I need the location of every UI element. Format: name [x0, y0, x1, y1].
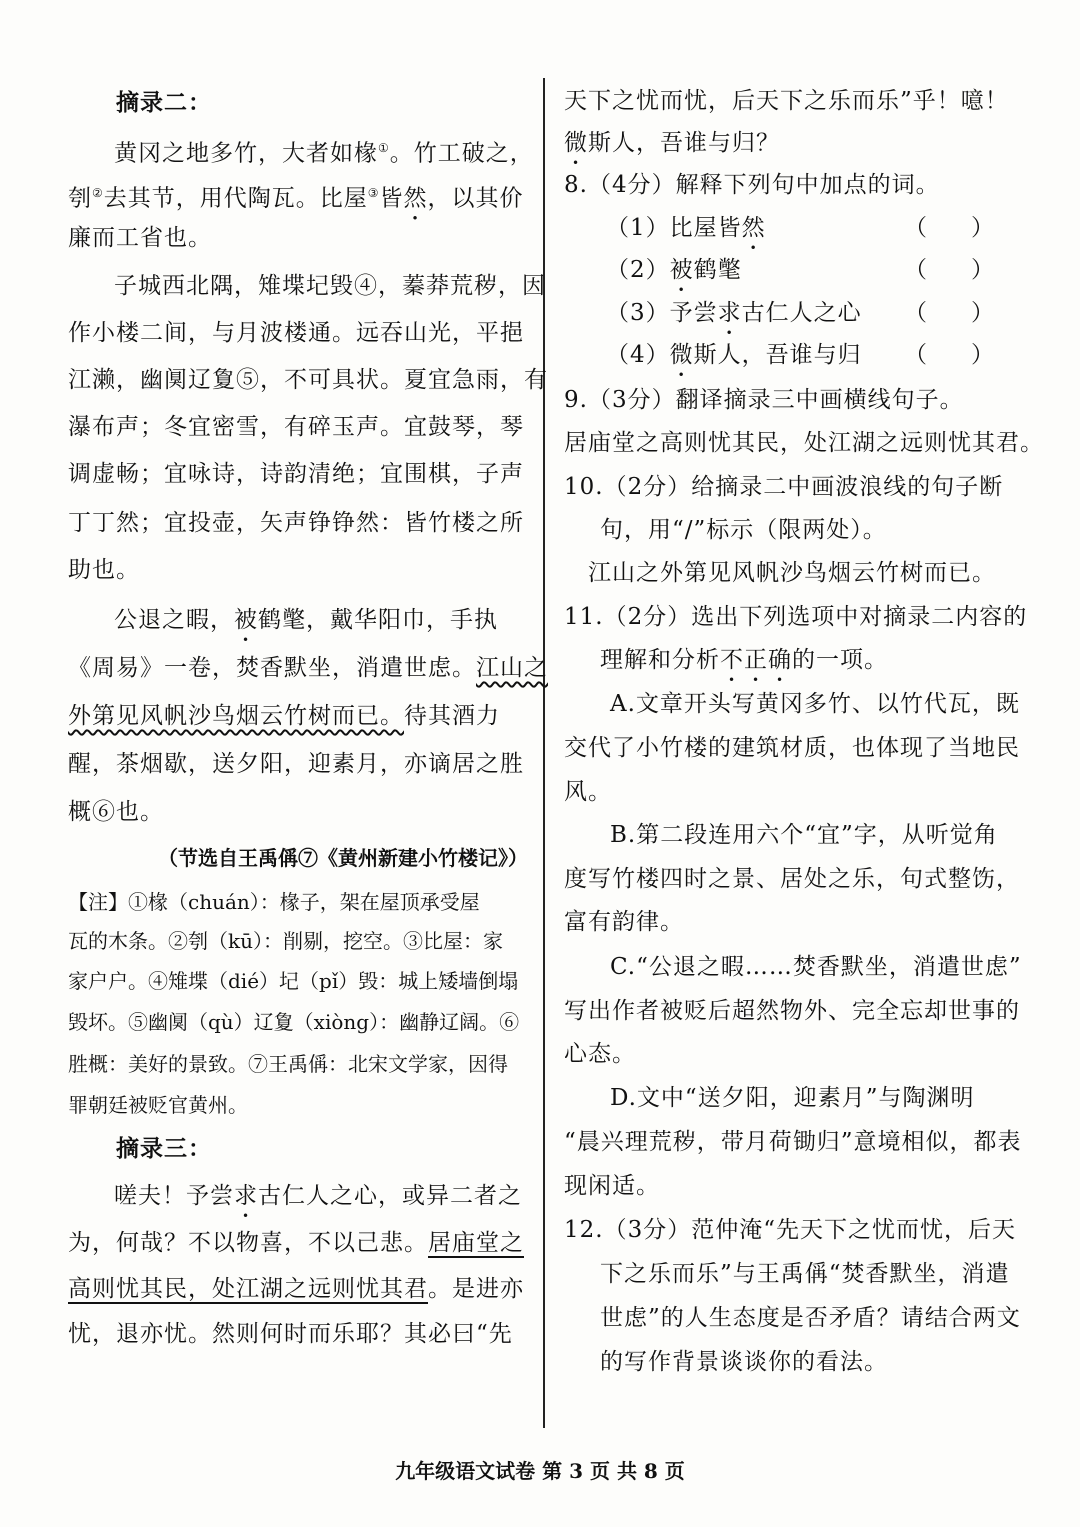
excerpt3-line4: 忧，退亦忧。然则何时而乐耶？其必曰“先 [68, 1321, 513, 1347]
excerpt2-p3-line2: 《周易》一卷，焚香默坐，消遣世虑。江山之 [68, 655, 548, 681]
question-12-line2: 下之乐而乐”与王禹偁“焚香默坐，消遣 [600, 1261, 1010, 1287]
excerpt3-continued-line2: 微斯人，吾谁与归？ [564, 130, 780, 156]
excerpt2-p2-line4: 瀑布声；冬宜密雪，有碎玉声。宜鼓琴，琴 [68, 414, 524, 440]
question-12-line1: 12.（3分）范仲淹“先天下之忧而忧，后天 [564, 1217, 1016, 1243]
question-10-line1: 10.（2分）给摘录二中画波浪线的句子断 [564, 474, 1004, 500]
excerpt3-line2: 为，何哉？不以物喜，不以己悲。居庙堂之 [68, 1230, 524, 1256]
option-a-line3: 风。 [564, 779, 612, 805]
excerpt2-p1-line2: 刳②去其节，用代陶瓦。比屋③皆然，以其价 [68, 185, 524, 212]
option-c-line1[interactable]: C.“公退之暇……焚香默坐，消遣世虑” [610, 954, 1022, 980]
option-a-line2: 交代了小竹楼的建筑材质，也体现了当地民 [564, 735, 1020, 761]
option-d-line2: “晨兴理荒秽，带月荷锄归”意境相似，都表 [564, 1129, 1022, 1155]
notes-line3: 家户户。④雉堞（dié）圮（pǐ）毁：城上矮墙倒塌 [68, 969, 519, 993]
notes-line2: 瓦的木条。②刳（kū）：削剔，挖空。③比屋：家 [68, 929, 503, 953]
excerpt2-p3-line3: 外第见风帆沙鸟烟云竹树而已。待其酒力 [68, 703, 500, 729]
q10-sentence: 江山之外第见风帆沙鸟烟云竹树而已。 [588, 560, 996, 586]
excerpt2-p2-line5: 调虚畅；宜咏诗，诗韵清绝；宜围棋，子声 [68, 461, 524, 487]
question-11-line2: 理解和分析不正确的一项。 [600, 647, 888, 673]
excerpt2-p3-line5: 概⑥也。 [68, 799, 164, 825]
question-11-line1: 11.（2分）选出下列选项中对摘录二内容的 [564, 604, 1028, 630]
question-12-line4: 的写作背景谈谈你的看法。 [600, 1349, 888, 1375]
option-c-line2: 写出作者被贬后超然物外、完全忘却世事的 [564, 998, 1020, 1024]
q9-sentence: 居庙堂之高则忧其民，处江湖之远则忧其君。 [564, 430, 1044, 456]
excerpt2-p2-line6: 丁丁然；宜投壶，矢声铮铮然：皆竹楼之所 [68, 510, 524, 536]
option-b-line3: 富有韵律。 [564, 909, 684, 935]
q8-answer-blank-3[interactable]: （ ） [904, 300, 994, 326]
option-c-line3: 心态。 [564, 1041, 636, 1067]
excerpt3-line1: 嗟夫！予尝求古仁人之心，或异二者之 [114, 1183, 522, 1209]
excerpt2-p2-line2: 作小楼二间，与月波楼通。远吞山光，平挹 [68, 320, 524, 346]
excerpt2-source: （节选自王禹偁⑦《黄州新建小竹楼记》） [158, 846, 528, 870]
excerpt2-p2-line7: 助也。 [68, 557, 140, 583]
excerpt2-p3-line4: 醒，茶烟歇，送夕阳，迎素月，亦谪居之胜 [68, 751, 524, 777]
notes-line6: 罪朝廷被贬官黄州。 [68, 1093, 248, 1117]
q8-item-4: （4）微斯人，吾谁与归 [606, 342, 862, 368]
option-d-line3: 现闲适。 [564, 1173, 660, 1199]
q8-answer-blank-4[interactable]: （ ） [904, 342, 994, 368]
excerpt2-p3-line1: 公退之暇，被鹤氅，戴华阳巾，手执 [114, 607, 498, 633]
q8-answer-blank-2[interactable]: （ ） [904, 257, 994, 283]
option-a-line1[interactable]: A.文章开头写黄冈多竹、以竹代瓦，既 [610, 691, 1020, 717]
excerpt2-p2-line3: 江濑，幽阒辽夐⑤，不可具状。夏宜急雨，有 [68, 367, 548, 393]
option-b-line1[interactable]: B.第二段连用六个“宜”字，从听觉角 [610, 822, 998, 848]
q8-item-3: （3）予尝求古仁人之心 [606, 300, 862, 326]
excerpt2-p2-line1: 子城西北隅，雉堞圮毁④，蓁莽荒秽，因 [114, 273, 546, 299]
excerpt3-line3: 高则忧其民，处江湖之远则忧其君。是进亦 [68, 1276, 524, 1302]
excerpt3-title: 摘录三： [116, 1135, 212, 1162]
notes-line4: 毁坏。⑤幽阒（qù）辽夐（xiòng）：幽静辽阔。⑥ [68, 1010, 520, 1034]
question-10-line2: 句，用“/”标示（限两处）。 [600, 517, 887, 543]
excerpt2-p1-line3: 廉而工省也。 [68, 225, 212, 251]
page-footer: 九年级语文试卷 第 3 页 共 8 页 [395, 1459, 685, 1483]
option-b-line2: 度写竹楼四时之景、居处之乐，句式整饬， [564, 866, 1020, 892]
excerpt3-continued-line1: 天下之忧而忧，后天下之乐而乐”乎！噫！ [564, 88, 1009, 114]
excerpt2-title: 摘录二： [116, 89, 212, 116]
q8-answer-blank-1[interactable]: （ ） [904, 215, 994, 241]
notes-line5: 胜概：美好的景致。⑦王禹偁：北宋文学家，因得 [68, 1052, 508, 1076]
option-d-line1[interactable]: D.文中“送夕阳，迎素月”与陶渊明 [610, 1085, 975, 1111]
excerpt2-p1-line1: 黄冈之地多竹，大者如椽①。竹工破之， [114, 140, 534, 167]
question-12-line3: 世虑”的人生态度是否矛盾？请结合两文 [600, 1305, 1021, 1331]
q8-item-2: （2）被鹤氅 [606, 257, 742, 283]
notes-line1: 【注】①椽（chuán）：椽子，架在屋顶承受屋 [68, 890, 480, 914]
question-9: 9.（3分）翻译摘录三中画横线句子。 [564, 387, 964, 413]
question-8: 8.（4分）解释下列句中加点的词。 [564, 172, 940, 198]
q8-item-1: （1）比屋皆然 [606, 215, 766, 241]
